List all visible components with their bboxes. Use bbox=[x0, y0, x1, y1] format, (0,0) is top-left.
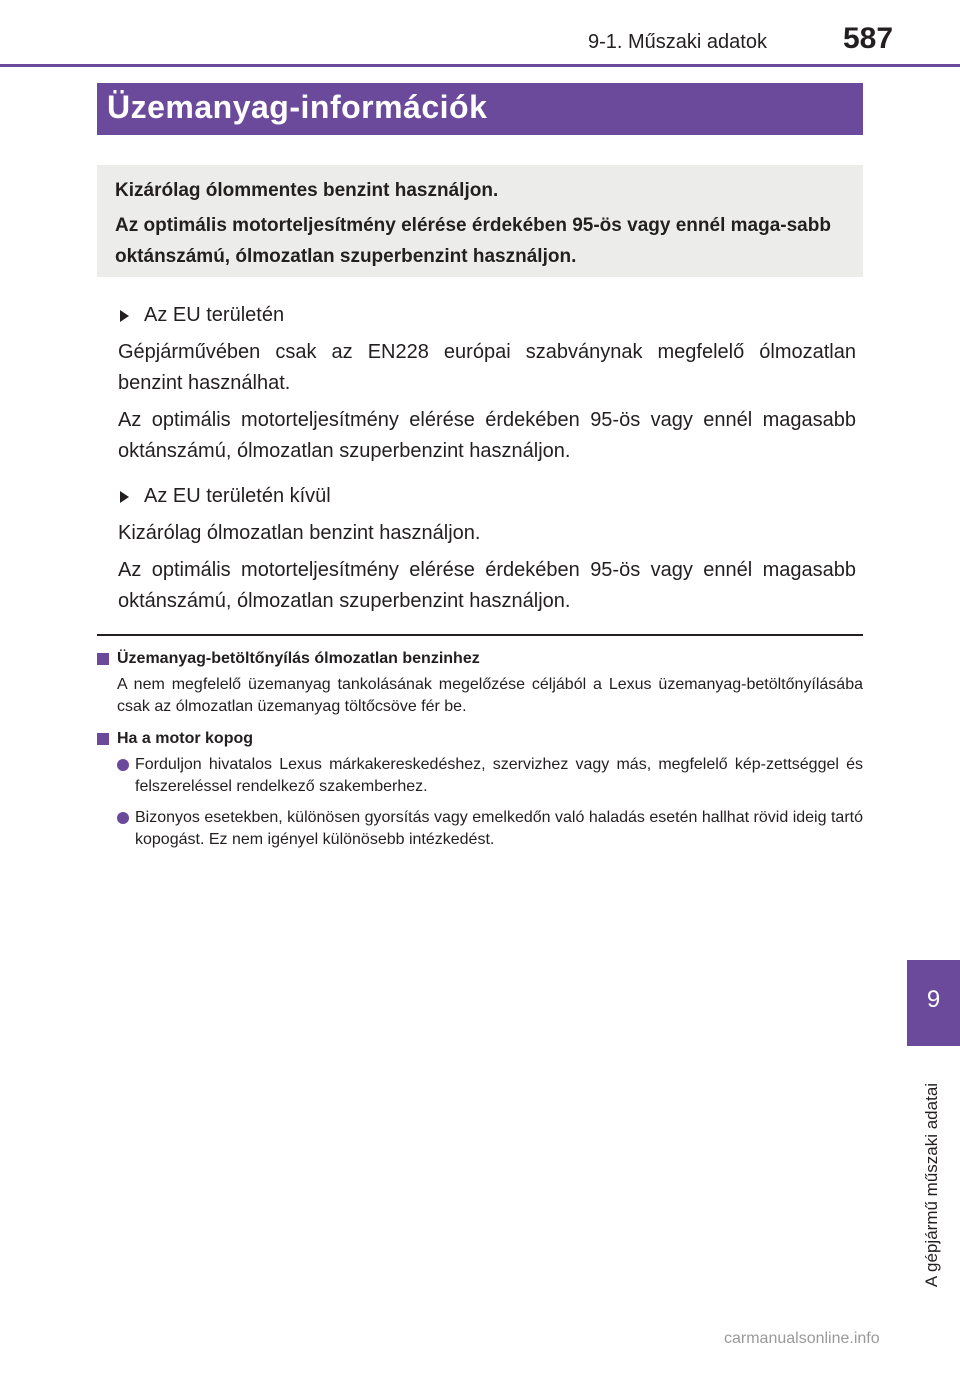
circle-bullet-icon bbox=[117, 759, 129, 771]
note-heading-text: Üzemanyag-betöltőnyílás ólmozatlan benzinhez bbox=[117, 650, 480, 667]
summary-line-2: Az optimális motorteljesítmény elérése érdekében 95-ös vagy ennél maga-sabb oktánszámú, ólmozatlan szuperbenzint használjon. bbox=[115, 215, 831, 267]
summary-line-1: Kizárólag ólommentes benzint használjon. bbox=[115, 180, 499, 201]
running-header-section: 9-1. Műszaki adatok bbox=[588, 31, 767, 53]
circle-bullet-icon bbox=[117, 812, 129, 824]
notes-section bbox=[97, 648, 863, 860]
main-body bbox=[118, 300, 856, 623]
square-bullet-icon bbox=[97, 733, 109, 745]
paragraph: Az optimális motorteljesítmény elérése érdekében 95-ös vagy ennél magasabb oktánszámú, ólmozatlan szuperbenzint használjon. bbox=[118, 409, 856, 462]
summary-box bbox=[97, 165, 863, 277]
note-bullet bbox=[97, 754, 863, 798]
paragraph: Gépjárművében csak az EN228 európai szabványnak megfelelő ólmozatlan benzint használhat. bbox=[118, 341, 856, 394]
section-divider bbox=[97, 634, 863, 636]
subheading-eu-text: Az EU területén bbox=[144, 304, 285, 326]
note-text: A nem megfelelő üzemanyag tankolásának megelőzése céljából a Lexus üzemanyag-betöltőnyílásába csak az ólmozatlan üzemanyag töltőcsöve fér be. bbox=[117, 676, 863, 715]
triangle-bullet-icon bbox=[120, 310, 129, 322]
triangle-bullet-icon bbox=[120, 491, 129, 503]
chapter-label: A gépjármű műszaki adatai bbox=[922, 1082, 941, 1288]
subheading-eu bbox=[118, 300, 856, 331]
note-bullet-text: Forduljon hivatalos Lexus márkakereskedéshez, szervizhez vagy más, megfelelő kép-zettséggel és felszereléssel rendelkező szakemberhez. bbox=[135, 756, 863, 795]
note-heading-fuel-inlet bbox=[97, 648, 863, 670]
header-rule bbox=[0, 64, 960, 67]
page-number: 587 bbox=[843, 22, 894, 55]
note-heading-engine-knock bbox=[97, 728, 863, 750]
square-bullet-icon bbox=[97, 653, 109, 665]
note-heading-text: Ha a motor kopog bbox=[117, 730, 254, 747]
section-title: Üzemanyag-információk bbox=[107, 89, 488, 125]
subheading-outside-eu-text: Az EU területén kívül bbox=[144, 485, 331, 507]
section-title-bar bbox=[97, 83, 863, 135]
chapter-number: 9 bbox=[926, 986, 941, 1013]
subheading-outside-eu bbox=[118, 481, 856, 512]
note-bullet bbox=[97, 807, 863, 851]
paragraph: Az optimális motorteljesítmény elérése érdekében 95-ös vagy ennél magasabb oktánszámú, ólmozatlan szuperbenzint használjon. bbox=[118, 559, 856, 612]
paragraph: Kizárólag ólmozatlan benzint használjon. bbox=[118, 522, 481, 544]
watermark: carmanualsonline.info bbox=[724, 1330, 880, 1347]
note-bullet-text: Bizonyos esetekben, különösen gyorsítás vagy emelkedőn való haladás esetén hallhat rövid ideig tartó kopogást. Ez nem igényel különösebb intézkedést. bbox=[135, 809, 863, 848]
